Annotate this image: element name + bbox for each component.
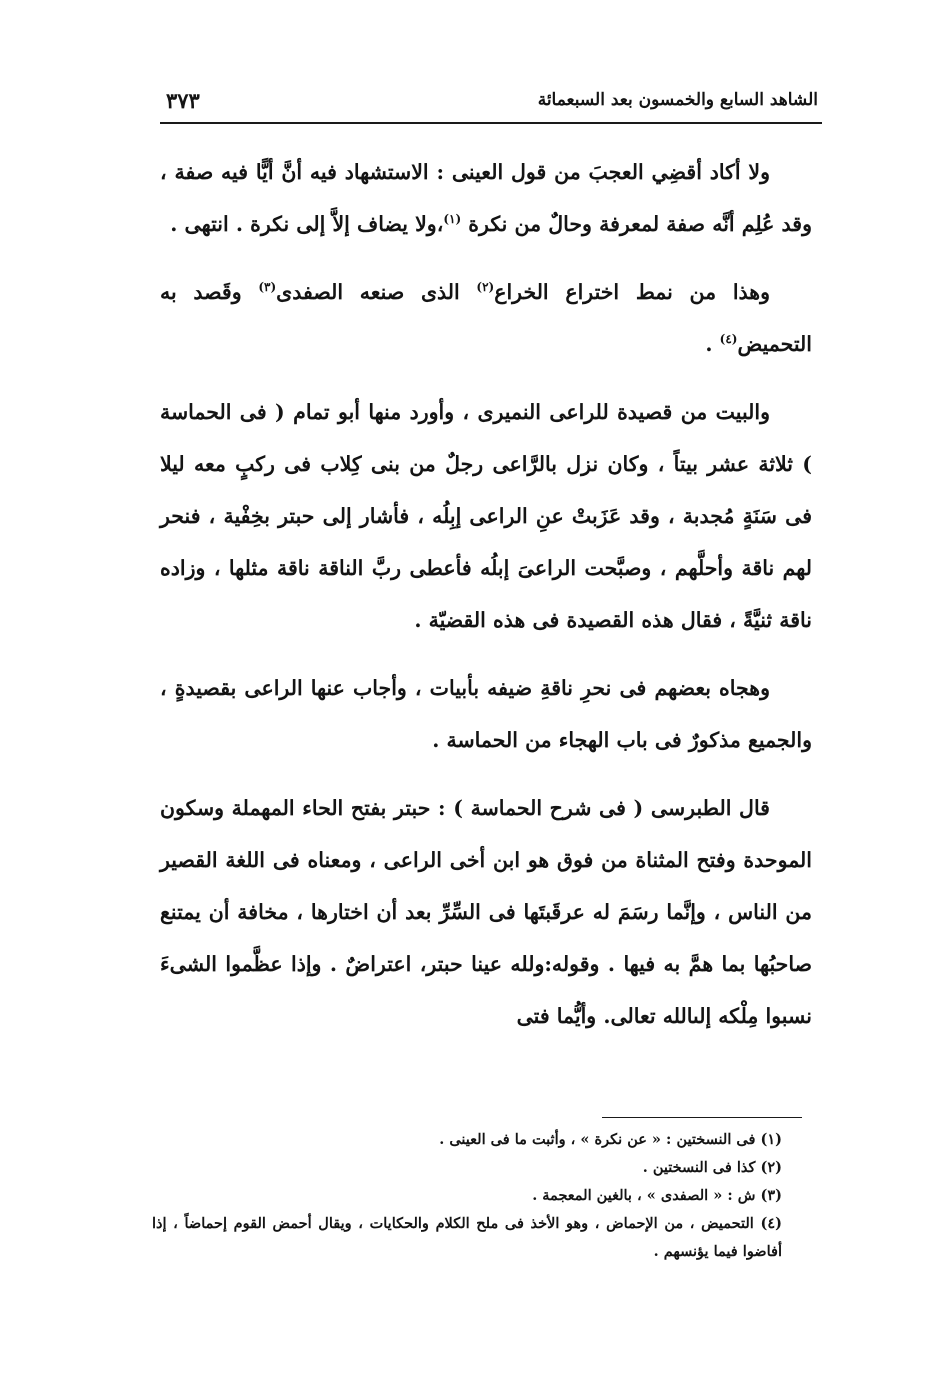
paragraph-text: الذى صنعه الصفدى [276, 280, 477, 304]
paragraph-text: وقَصد به التحميض [160, 280, 812, 356]
footnote-divider [602, 1117, 802, 1118]
paragraph-text: وهجاه بعضهم فى نحرِ ناقةِ ضيفه بأبيات ، وأجاب عنها الراعى بقصيدةٍ ، والجميع مذكورٌ فى باب الهجاء من الحماسة . [160, 676, 812, 752]
paragraph-2 [160, 266, 812, 370]
footnote-4: (٤) التحميض ، من الإحماض ، وهو الأخذ فى ملح الكلام والحكايات ، ويقال أحمض القوم إحماضاً ، إذا أفاضوا فيما يؤنسهم . [152, 1215, 782, 1260]
paragraph-text: ولا أكاد أقضِي العجبَ من قول العينى : الاستشهاد فيه أنَّ أيًّا فيه صفة ، وقد عُلِم أنَّه صفة لمعرفة وحالٌ من نكرة [160, 160, 812, 236]
footnotes [152, 1126, 812, 1266]
paragraph-text: والبيت من قصيدة للراعى النميرى ، وأورد منها أبو تمام ( فى الحماسة ) ثلاثة عشر بيتاً ، وكان نزل بالرَّاعى رجلٌ من بنى كِلاب فى ركبٍ معه ليلا فى سَنَةٍ مُجدبة ، وقد عَزَبتْ عنِ الراعى إبِلُه ، فأشار إلى حبتر بخِفْية ، فنحر لهم ناقة وأحلَّهم ، وصبَّحت الراعىَ إبلُه فأعطى ربَّ الناقة ناقة مثلها ، وزاده ناقة ثنيَّةً ، فقال هذه القصيدة فى هذه القضيّة . [160, 400, 812, 632]
paragraph-text: قال الطبرسى ( فى شرح الحماسة ) : حبتر بفتح الحاء المهملة وسكون الموحدة وفتح المثناة من فوق هو ابن أخى الراعى ، ومعناه فى اللغة القصير من الناس ، وإنَّما رسَمَ له عرقَبتَها فى السِّرِّ بعد أن اختارها ، مخافة أن يمتنع صاحبُها بما همَّ به فيها . وقوله:ولله عينا حبتر، اعتراضٌ . وإذا عظَّموا الشىءَ نسبوا مِلْكه إلىالله تعالى. وأيُّما فتى [160, 796, 812, 1028]
paragraph-3 [160, 386, 812, 646]
paragraph-text: ،ولا يضاف إلاَّ إلى نكرة . انتهى . [170, 212, 444, 236]
main-text [160, 146, 812, 1052]
footnote-reference-4: (٤) [719, 332, 738, 347]
paragraph-1 [160, 146, 812, 250]
footnote-reference-2: (٢) [476, 280, 495, 295]
paragraph-5 [160, 782, 812, 1042]
page-number: ٣٧٣ [166, 88, 200, 113]
footnote-3: (٣) ش : « الصفدى » ، بالغين المعجمة . [532, 1187, 782, 1204]
paragraph-text: وهذا من نمط اختراع الخراع [494, 280, 770, 304]
footnote-1: (١) فى النسختين : « عن نكرة » ، وأثبت ما فى العينى . [439, 1131, 782, 1148]
paragraph-4 [160, 662, 812, 766]
running-header [160, 88, 822, 124]
header-title: الشاهد السابع والخمسون بعد السبعمائة [537, 90, 818, 110]
footnote-reference-3: (٣) [258, 280, 277, 295]
footnote-reference-1: (١) [443, 212, 462, 227]
footnote-2: (٢) كذا فى النسختين . [642, 1159, 782, 1176]
paragraph-text: . [705, 332, 720, 356]
